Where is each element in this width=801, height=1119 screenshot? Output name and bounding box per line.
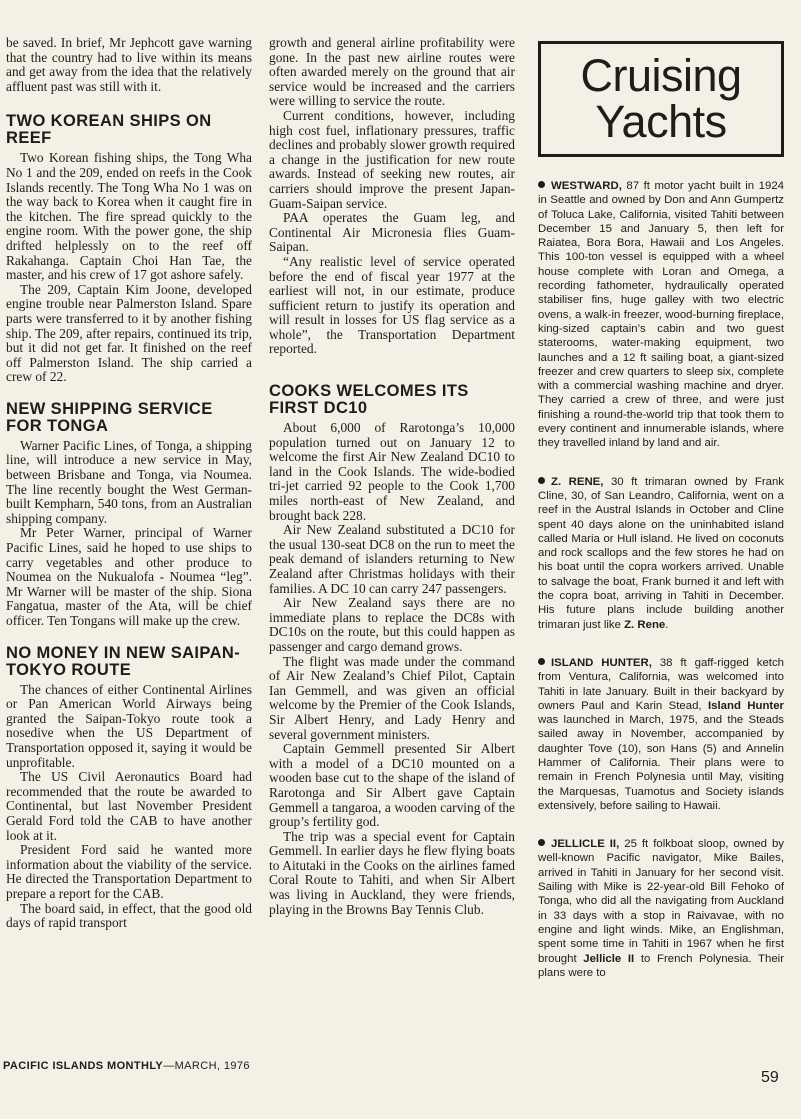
yacht-text: 87 ft motor yacht built in 1924 in Seattle and owned by Don and Ann Gumpertz of Toluca Lake, California, visited Tahiti between December 15 and January 5, then left for Raiatea, Bora Bora, Hawaii and Los Angeles. This 100-ton vessel is equipped with a wheel house complete with Loran and Omega, a recording fathometer, hydraulically operated stabiliser fins, huge galley with two electric ovens, a walk-in freezer, wood-burning fireplace, king-sized captain’s cabin and two guest staterooms, water-making equipment, two launches and a 12 ft sailing boat, a giant-sized freezer and crew quarters to sleep six, complete with a commercial washing machine and dryer. They carried a crew of three, and were just finishing a round-the-world trip that took them to every continent and innumerable islands, where they travelled inland by land and air. <box>538 180 784 450</box>
yacht-text-tail: was launched in March, 1975, and the Steads sailed away in November, accompanied by daughter Tove (10), son Hans (5) and Annelin Hammer of California. Their plans were to remain in French Polynesia until May, visiting the Marquesas, Tuamotus and Society islands extensively, before sailing to Hawaii. <box>538 714 784 812</box>
logo-line-1: Cruising <box>580 50 742 101</box>
yacht-text-tail: . <box>665 618 669 631</box>
bullet-icon <box>538 181 545 188</box>
page-number: 59 <box>761 1069 779 1086</box>
article-paragraph: Air New Zealand substituted a DC10 for the usual 130-seat DC8 on the run to meet the peak demand of islanders returning to New Zealand after Christmas holidays with their families. A DC 10 can carry 247 passengers. <box>269 522 515 596</box>
yacht-name: JELLICLE II, <box>551 838 620 851</box>
yacht-name-inline: Z. Rene <box>624 618 666 631</box>
yacht-text: 38 ft gaff-rigged ketch from Ventura, California, was welcomed into Tahiti in late January. Built in their backyard by owners Paul and Karin Stead, <box>538 656 784 712</box>
article-continuation: growth and general airline profitability were gone. In the past new airline routes were often awarded merely on the ground that air service would be increased and the carriers were willing to service the route. <box>269 35 515 109</box>
article-paragraph: Two Korean fishing ships, the Tong Wha No 1 and the 209, ended on reefs in the Cook Islands recently. The Tong Wha No 1 was on the way back to Korea when it caught fire in the kitchen. The fire spread quickly to the engine room. With the power gone, the ship drifted helplessly on to the reef off Rakahanga. Captain Choi Han Tae, the master, and his crew of 17 got ashore safely. <box>6 150 252 283</box>
yacht-entry <box>538 837 784 980</box>
column-middle <box>269 36 515 917</box>
yacht-name-inline: Jellicle II <box>583 952 635 965</box>
issue-date: —MARCH, 1976 <box>163 1060 250 1072</box>
yacht-name: Z. RENE, <box>551 475 604 488</box>
yacht-text-tail: to French Polynesia. Their plans were to <box>538 952 784 979</box>
article-paragraph: The board said, in effect, that the good old days of rapid transport <box>6 900 252 931</box>
headline-cooks-dc10: COOKS WELCOMES ITS FIRST DC10 <box>269 382 469 418</box>
article-paragraph: Air New Zealand says there are no immediate plans to replace the DC8s with DC10s on the route, but this could happen as passenger and cargo demand grows. <box>269 595 515 654</box>
article-continuation: be saved. In brief, Mr Jephcott gave warning that the country had to live within its means and get away from the idea that the relatively affluent past was still with it. <box>6 35 252 94</box>
article-paragraph: “Any realistic level of service operated before the end of fiscal year 1977 at the earliest will not, in our estimate, produce sufficient return to justify its operation and will result in losses for US flag service as a whole”, the Transportation Department reported. <box>269 253 515 357</box>
yacht-entry <box>538 475 784 632</box>
cruising-yachts-logo <box>538 41 784 157</box>
publication-name: PACIFIC ISLANDS <box>3 1060 104 1072</box>
yacht-text: 30 ft trimaran owned by Frank Cline, 30, of San Leandro, California, went on a reef in the Austral Islands in October and Cline spent 40 days alone on the uninhabited island called Maria or Hull island. He lived on coconuts and rock scallops and the few stores he had on his boat until the copra workers arrived. Unable to salvage the boat, Frank burned it and left with the copra boat, arriving in Tahiti in December. His future plans include building another trimaran just like <box>538 475 784 631</box>
headline-korean-ships: TWO KOREAN SHIPS ON REEF <box>6 112 212 148</box>
article-paragraph: Warner Pacific Lines, of Tonga, a shipping line, will introduce a new service in May, between Brisbane and Tonga, via Noumea. The line recently bought the West German-built Kempharn, 540 tons, from an Australian shipping company. <box>6 437 252 526</box>
yacht-entry <box>538 179 784 451</box>
headline-saipan-tokyo: NO MONEY IN NEW SAIPAN-TOKYO ROUTE <box>6 643 241 679</box>
article-paragraph: About 6,000 of Rarotonga’s 10,000 population turned out on January 12 to welcome the first Air New Zealand DC10 to land in the Cook Islands. The wide-bodied tri-jet carried 92 people to the Cook 1,700 miles north-east of New Zealand, and brought back 228. <box>269 420 515 523</box>
column-left <box>6 36 252 931</box>
yacht-name: ISLAND HUNTER, <box>551 656 652 669</box>
yacht-name: WESTWARD, <box>551 180 622 192</box>
bullet-icon <box>538 839 545 846</box>
page-footer <box>3 1060 250 1072</box>
article-paragraph: Captain Gemmell presented Sir Albert with a model of a DC10 mounted on a wooden base cut to the shape of the island of Rarotonga and Sir Albert gave Captain Gemmell a tangaroa, a wooden carving of the group’s fertility god. <box>269 741 515 830</box>
article-paragraph: The US Civil Aeronautics Board had recommended that the route be awarded to Continental, but last November President Gerald Ford told the CAB to have another look at it. <box>6 769 252 843</box>
article-paragraph: Mr Peter Warner, principal of Warner Pacific Lines, said he hoped to use ships to carry vegetables and other produce to Noumea on the Nukualofa - Noumea “leg”. Mr Warner will be master of the ship. Siona Fangatua, master of the Ata, will be chief officer. Ten Tongans will make up the crew. <box>6 525 252 628</box>
headline-tonga-shipping: NEW SHIPPING SERVICE FOR TONGA <box>6 399 213 435</box>
yacht-entry <box>538 656 784 813</box>
article-paragraph: President Ford said he wanted more information about the viability of the service. He directed the Transportation Department to prepare a report for the CAB. <box>6 842 252 901</box>
column-right <box>538 36 784 1004</box>
yacht-name-inline: Island Hunter <box>707 699 784 712</box>
article-paragraph: Current conditions, however, including high cost fuel, inflationary pressures, traffic declines and probably slower growth required a change in the justification for new route awards. Instead of seeking new routes, air carriers should improve the present Japan-Guam-Saipan service. <box>269 107 515 211</box>
bullet-icon <box>538 477 545 484</box>
article-paragraph: The trip was a special event for Captain Gemmell. In earlier days he flew flying boats to Aitutaki in the Cooks on the airlines famed Coral Route to Tahiti, and when Sir Albert was living in Auckland, they were friends, playing in the Browns Bay Tennis Club. <box>269 828 515 917</box>
bullet-icon <box>538 658 545 665</box>
article-paragraph: The chances of either Continental Airlines or Pan American World Airways being granted the Saipan-Tokyo route took a nosedive when the US Department of Transportation opposed it, saying it would be unprofitable. <box>6 681 252 770</box>
publication-name-2: MONTHLY <box>107 1060 164 1072</box>
yacht-text: 25 ft folkboat sloop, owned by well-known Pacific navigator, Mike Bailes, arrived in Tahiti in January for her second visit. Sailing with Mike is 22-year-old Bill Fehoko of Tonga, who did all the navigating from Auckland in 33 days with a stop in Raivavae, with no engine and light winds. Mike, an Englishman, spent some time in Tahiti in 1967 when he first brought <box>538 838 785 965</box>
article-paragraph: PAA operates the Guam leg, and Continental Air Micronesia flies Guam-Saipan. <box>269 210 515 255</box>
logo-line-2: Yachts <box>595 96 727 147</box>
article-paragraph: The 209, Captain Kim Joone, developed engine trouble near Palmerston Island. Spare parts were transferred to it by another fishing ship. The 209, after repairs, continued its trip, but it did not get far. It finished on the reef off Palmerston Island. The ship carried a crew of 22. <box>6 281 252 385</box>
article-paragraph: The flight was made under the command of Air New Zealand’s Chief Pilot, Captain Ian Gemmell, and was given an official welcome by the Premier of the Cook Islands, Sir Albert Henry, and Lady Henry and several government ministers. <box>269 653 515 742</box>
